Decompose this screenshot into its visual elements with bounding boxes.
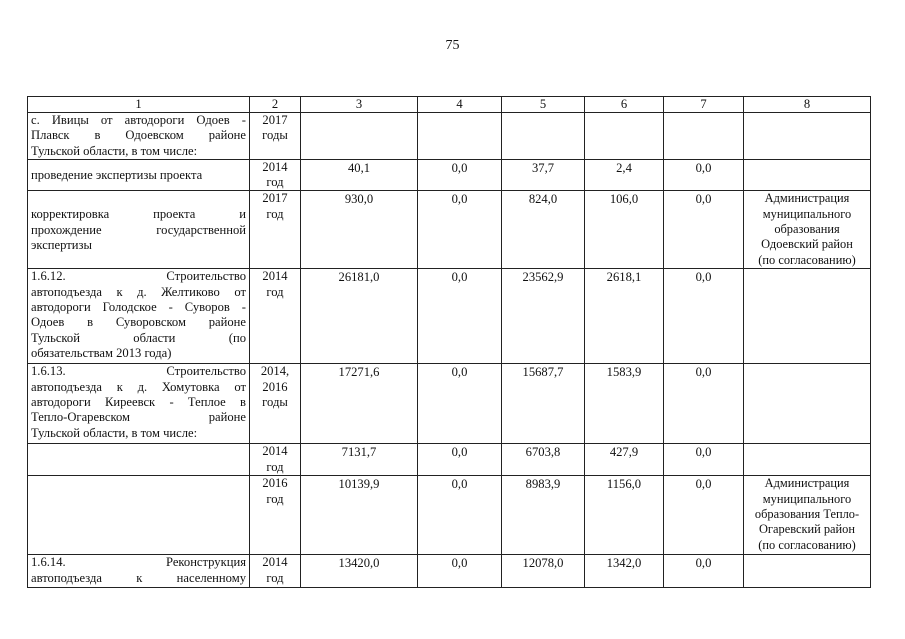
- title-line: экспертизы: [31, 238, 92, 253]
- cell-federal: [418, 113, 502, 160]
- title-line: Тульской области, в том числе:: [31, 425, 198, 440]
- year-line: 2014: [262, 269, 288, 284]
- year-line: год: [266, 175, 284, 190]
- column-header: 1: [28, 97, 250, 113]
- table-row: [28, 444, 871, 476]
- note-line: муниципального: [762, 491, 852, 506]
- year-cell: [250, 191, 301, 269]
- cell-regional: 824,0: [502, 191, 585, 269]
- cell-regional: 23562,9: [502, 269, 585, 364]
- year-cell: [250, 364, 301, 444]
- year-line: год: [266, 459, 284, 474]
- note-cell: [744, 444, 871, 476]
- cell-other: 0,0: [664, 444, 744, 476]
- row-title: [28, 555, 250, 588]
- title-line: автоподъезда к населенному: [31, 570, 246, 585]
- row-title: [28, 159, 250, 191]
- cell-total: [301, 113, 418, 160]
- row-title: [28, 364, 250, 444]
- title-line: автодороги Киреевск - Теплое в: [31, 395, 246, 410]
- year-line: 2016: [262, 476, 288, 491]
- year-line: 2017: [262, 191, 288, 206]
- year-cell: [250, 159, 301, 191]
- title-line: 1.6.14. Реконструкция: [31, 555, 246, 570]
- cell-federal: 0,0: [418, 555, 502, 588]
- note-line: Администрация: [764, 191, 850, 206]
- title-line: 1.6.12. Строительство: [31, 269, 246, 284]
- note-cell: [744, 364, 871, 444]
- cell-regional: 8983,9: [502, 476, 585, 555]
- cell-regional: 6703,8: [502, 444, 585, 476]
- cell-local: 1156,0: [585, 476, 664, 555]
- cell-local: 1342,0: [585, 555, 664, 588]
- title-line: корректировка проекта и: [31, 207, 246, 222]
- year-cell: [250, 476, 301, 555]
- note-cell: [744, 159, 871, 191]
- column-header: 8: [744, 97, 871, 113]
- table-row: [28, 191, 871, 269]
- title-line: автоподъезда к д. Хомутовка от: [31, 379, 246, 394]
- cell-local: 2618,1: [585, 269, 664, 364]
- table-row: [28, 555, 871, 588]
- note-line: муниципального: [762, 206, 852, 221]
- cell-other: 0,0: [664, 364, 744, 444]
- year-line: год: [266, 570, 284, 585]
- column-header: 2: [250, 97, 301, 113]
- cell-total: 930,0: [301, 191, 418, 269]
- title-line: Одоев в Суворовском районе: [31, 315, 246, 330]
- column-header: 7: [664, 97, 744, 113]
- cell-other: 0,0: [664, 476, 744, 555]
- title-line: обязательствам 2013 года): [31, 345, 172, 360]
- title-line: 1.6.13. Строительство: [31, 364, 246, 379]
- cell-total: 26181,0: [301, 269, 418, 364]
- note-line: Администрация: [764, 476, 850, 491]
- cell-regional: 15687,7: [502, 364, 585, 444]
- year-line: годы: [262, 395, 288, 410]
- title-line: проведение экспертизы проекта: [31, 167, 203, 182]
- note-line: Огаревский район: [758, 522, 856, 537]
- cell-local: 106,0: [585, 191, 664, 269]
- cell-federal: 0,0: [418, 364, 502, 444]
- title-line: с. Ивицы от автодороги Одоев -: [31, 113, 246, 127]
- year-line: год: [266, 206, 284, 221]
- year-cell: [250, 555, 301, 588]
- year-cell: [250, 444, 301, 476]
- row-title: [28, 476, 250, 555]
- cell-other: 0,0: [664, 555, 744, 588]
- year-cell: [250, 269, 301, 364]
- note-line: (по согласованию): [758, 252, 856, 267]
- cell-other: 0,0: [664, 159, 744, 191]
- note-line: образования: [774, 222, 840, 237]
- year-line: год: [266, 284, 284, 299]
- page-number: 75: [445, 38, 460, 53]
- year-line: 2014: [262, 444, 288, 459]
- year-cell: [250, 113, 301, 160]
- title-line: прохождение государственной: [31, 222, 246, 237]
- column-header: 5: [502, 97, 585, 113]
- header-row: [28, 97, 871, 113]
- cell-regional: 37,7: [502, 159, 585, 191]
- title-line: Тепло-Огаревском районе: [31, 410, 246, 425]
- note-line: образования Тепло-: [754, 507, 860, 522]
- cell-regional: [502, 113, 585, 160]
- note-cell: [744, 555, 871, 588]
- table-row: [28, 364, 871, 444]
- table-row: [28, 476, 871, 555]
- row-title: [28, 269, 250, 364]
- year-line: 2014: [262, 555, 288, 570]
- cell-regional: 12078,0: [502, 555, 585, 588]
- cell-federal: 0,0: [418, 476, 502, 555]
- cell-federal: 0,0: [418, 191, 502, 269]
- cell-federal: 0,0: [418, 159, 502, 191]
- year-line: 2014,: [260, 364, 290, 379]
- cell-total: 17271,6: [301, 364, 418, 444]
- cell-federal: 0,0: [418, 269, 502, 364]
- row-title: [28, 191, 250, 269]
- note-cell: [744, 191, 871, 269]
- note-cell: [744, 113, 871, 160]
- title-line: автодороги Голодское - Суворов -: [31, 300, 246, 315]
- table-row: [28, 269, 871, 364]
- cell-local: 427,9: [585, 444, 664, 476]
- note-cell: [744, 476, 871, 555]
- cell-other: 0,0: [664, 191, 744, 269]
- cell-other: [664, 113, 744, 160]
- cell-local: [585, 113, 664, 160]
- year-line: 2017: [262, 113, 288, 127]
- column-header: 4: [418, 97, 502, 113]
- year-line: годы: [262, 128, 288, 143]
- cell-local: 1583,9: [585, 364, 664, 444]
- note-line: Одоевский район: [761, 237, 853, 252]
- row-title: [28, 444, 250, 476]
- note-cell: [744, 269, 871, 364]
- title-line: автоподъезда к д. Желтиково от: [31, 284, 246, 299]
- cell-other: 0,0: [664, 269, 744, 364]
- cell-total: 40,1: [301, 159, 418, 191]
- table-row: [28, 113, 871, 160]
- note-line: (по согласованию): [758, 537, 856, 552]
- cell-total: 10139,9: [301, 476, 418, 555]
- program-table: [27, 96, 871, 588]
- table-row: [28, 159, 871, 191]
- year-line: год: [266, 491, 284, 506]
- title-line: Тульской области, в том числе:: [31, 143, 198, 158]
- cell-total: 7131,7: [301, 444, 418, 476]
- cell-federal: 0,0: [418, 444, 502, 476]
- row-title: [28, 113, 250, 160]
- title-line: Плавск в Одоевском районе: [31, 128, 246, 143]
- year-line: 2016: [262, 379, 288, 394]
- cell-total: 13420,0: [301, 555, 418, 588]
- title-line: Тульской области (по: [31, 330, 246, 345]
- year-line: 2014: [262, 159, 288, 174]
- column-header: 3: [301, 97, 418, 113]
- cell-local: 2,4: [585, 159, 664, 191]
- column-header: 6: [585, 97, 664, 113]
